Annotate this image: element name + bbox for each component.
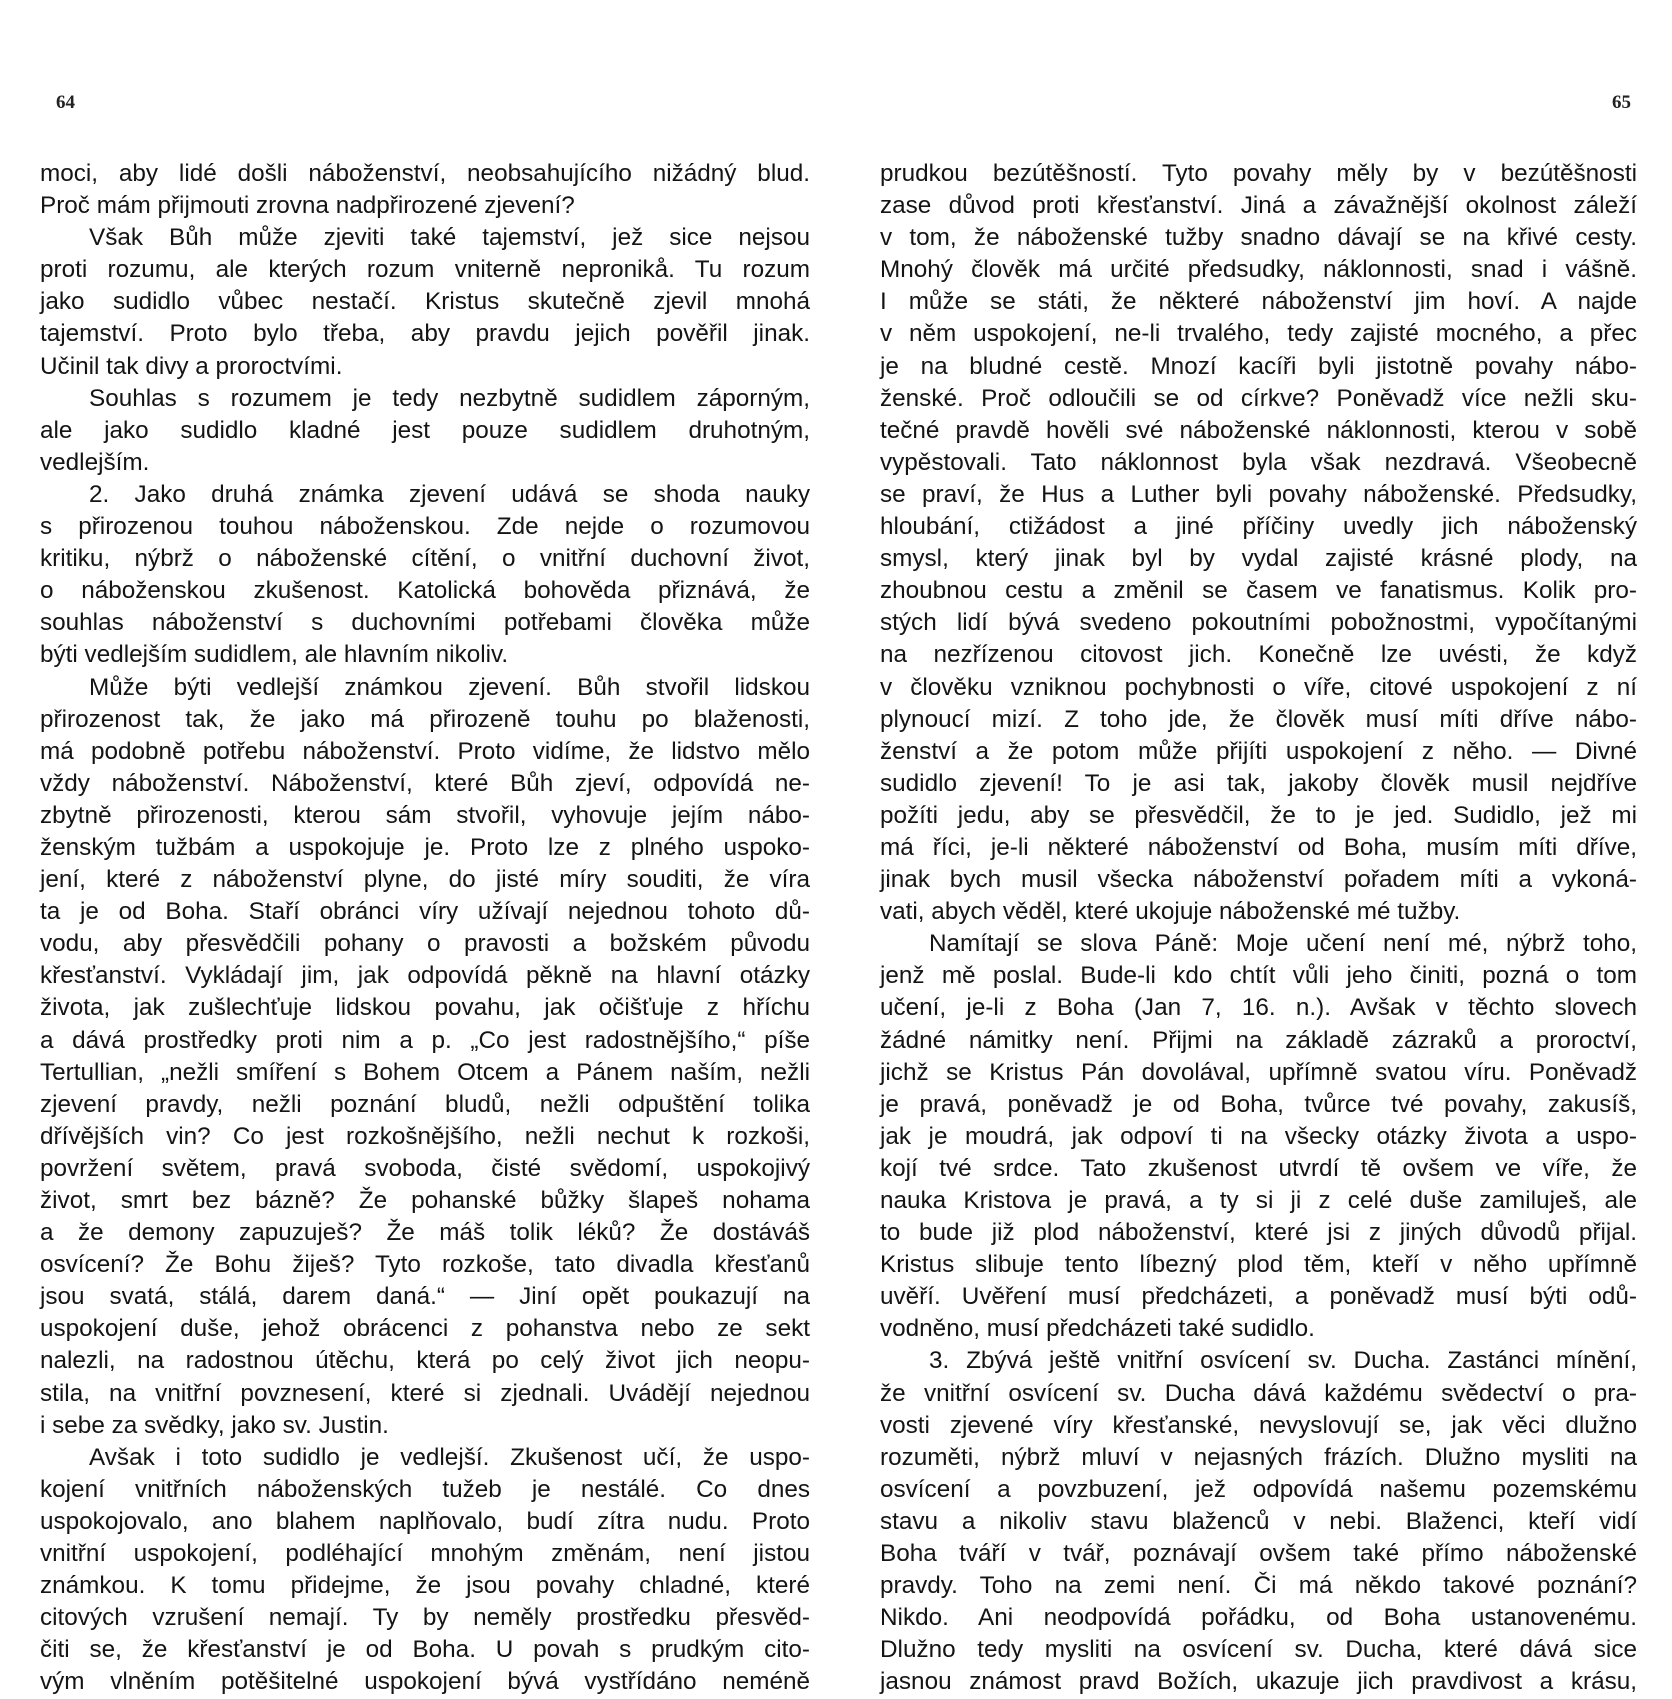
text-line: stých lidí bývá svedeno pokoutními pobožnostmi, vypočítanými: [880, 609, 1637, 637]
text-line: tajemství. Proto bylo třeba, aby pravdu jejich pověřil jinak.: [40, 320, 810, 348]
text-line: 3. Zbývá ještě vnitřní osvícení sv. Ducha. Zastánci mínění,: [929, 1347, 1637, 1375]
text-line: souhlas náboženství s duchovními potřebami člověka může: [40, 609, 810, 637]
text-line: Dlužno tedy mysliti na osvícení sv. Ducha, které dává sice: [880, 1636, 1637, 1664]
text-line: dřívějších vin? Co jest rozkošnějšího, nežli nechut k rozkoši,: [40, 1122, 810, 1150]
text-line: uvěří. Uvěření musí předcházeti, a poněvadž musí býti odů-: [880, 1283, 1637, 1311]
text-line: Může býti vedlejší známkou zjevení. Bůh stvořil lidskou: [89, 673, 810, 701]
text-line: ale jako sudidlo kladné jest pouze sudidlem druhotným,: [40, 416, 810, 444]
text-line: nalezli, na radostnou útěchu, která po celý život jich neopu-: [40, 1347, 810, 1375]
text-line: smysl, který jinak byl by vydal zajisté krásné plody, na: [880, 545, 1637, 573]
text-line: života, jak zušlechťuje lidskou povahu, jak očišťuje z hříchu: [40, 994, 810, 1022]
text-line: Souhlas s rozumem je tedy nezbytně sudidlem záporným,: [89, 384, 810, 412]
text-line: plynoucí mizí. Z toho jde, že člověk musí míti dříve nábo-: [880, 705, 1637, 733]
text-line: vedlejším.: [40, 448, 150, 476]
text-line: stila, na vnitřní povznesení, které si zjednali. Uvádějí nejednou: [40, 1379, 810, 1407]
text-line: osvícení a povzbuzení, jež odpovídá našemu pozemskému: [880, 1475, 1637, 1503]
text-line: uspokojení duše, jehož obrácenci z pohanstva nebo ze sekt: [40, 1315, 810, 1343]
text-line: o náboženskou zkušenost. Katolická bohověda přiznává, že: [40, 577, 810, 605]
text-line: ženským tužbám a uspokojuje je. Proto lze z plného uspoko-: [40, 833, 810, 861]
text-line: žádné námitky není. Přijmi na základě zázraků a proroctví,: [880, 1026, 1637, 1054]
text-line: se praví, že Hus a Luther byli povahy náboženské. Předsudky,: [880, 480, 1637, 508]
text-line: je na bludné cestě. Mnozí kacíři byli jistotně povahy nábo-: [880, 352, 1637, 380]
text-line: čiti se, že křesťanství je od Boha. U povah s prudkým cito-: [40, 1636, 810, 1664]
text-line: Boha tváří v tvář, poznávají ovšem také přímo náboženské: [880, 1540, 1637, 1568]
text-line: jako sudidlo vůbec nestačí. Kristus skutečně zjevil mnohá: [40, 288, 810, 316]
text-line: jichž se Kristus Pán dovolával, upřímně svatou víru. Poněvadž: [880, 1058, 1637, 1086]
text-line: ženské. Proč odloučili se od církve? Poněvadž více nežli sku-: [880, 384, 1637, 412]
text-line: v tom, že náboženské tužby snadno dávají se na křivé cesty.: [880, 224, 1637, 252]
text-line: že vnitřní osvícení sv. Ducha dává každému svědectví o pra-: [880, 1379, 1637, 1407]
text-line: stavu a nikoliv stavu blaženců v nebi. Blaženci, kteří vidí: [880, 1507, 1637, 1535]
text-line: jsou svatá, stálá, darem daná.“ — Jiní opět poukazují na: [40, 1283, 810, 1311]
text-line: jak je moudrá, jak odpoví ti na všecky otázky života a uspo-: [880, 1122, 1637, 1150]
text-line: prudkou bezútěšností. Tyto povahy měly by v bezútěšnosti: [880, 160, 1637, 187]
text-line: a dává prostředky proti nim a p. „Co jest radostnějšího,“ píše: [40, 1026, 810, 1054]
text-line: proti rozumu, ale kterých rozum vniterně nepronikå. Tu rozum: [40, 256, 810, 284]
page-number-right: 65: [1612, 92, 1631, 113]
text-line: zhoubnou cestu a změnil se časem ve fanatismus. Kolik pro-: [880, 577, 1637, 605]
text-line: to bude již plod náboženství, které jsi z jiných důvodů přijal.: [880, 1219, 1637, 1247]
text-line: učení, je-li z Boha (Jan 7, 16. n.). Avšak v těchto slovech: [880, 994, 1637, 1022]
text-line: ženství a že potom může přijíti uspokojení z něho. — Divné: [880, 737, 1637, 765]
text-line: býti vedlejším sudidlem, ale hlavním nikoliv.: [40, 641, 509, 669]
right-page: [880, 0, 1637, 1696]
text-line: život, smrt bez bázně? Že pohanské bůžky šlapeš nohama: [40, 1187, 810, 1214]
text-line: vypěstovali. Tato náklonnost byla však nezdravá. Všeobecně: [880, 448, 1637, 476]
text-line: zbytně přirozenosti, kterou sám stvořil, vyhovuje jejím nábo-: [40, 801, 810, 829]
page-number-left: 64: [56, 92, 75, 113]
text-line: v něm uspokojení, ne-li trvalého, tedy zajisté mocného, a přec: [880, 320, 1637, 348]
text-line: vždy náboženství. Náboženství, které Bůh zjeví, odpovídá ne-: [40, 769, 810, 797]
text-line: vým vlněním potěšitelné uspokojení bývá vystřídáno neméně: [40, 1668, 810, 1696]
text-line: Namítají se slova Páně: Moje učení není mé, nýbrž toho,: [929, 930, 1637, 958]
text-line: i sebe za svědky, jako sv. Justin.: [40, 1411, 389, 1439]
text-line: vodněno, musí předcházeti také sudidlo.: [880, 1315, 1315, 1343]
text-line: hloubání, ctižádost a jiné příčiny uvedly jich náboženský: [880, 513, 1637, 541]
text-line: křesťanství. Vykládají jim, jak odpovídá pěkně na hlavní otázky: [40, 962, 810, 990]
text-line: Proč mám přijmouti zrovna nadpřirozené zjevení?: [40, 192, 575, 220]
text-line: vati, abych věděl, které ukojuje náboženské mé tužby.: [880, 898, 1461, 926]
text-line: kojí tvé srdce. Tato zkušenost utvrdí tě ovšem ve víře, že: [880, 1154, 1637, 1182]
text-line: je pravá, poněvadž je od Boha, tvůrce tvé povahy, zakusíš,: [880, 1090, 1637, 1118]
text-line: moci, aby lidé došli náboženství, neobsahujícího nižádný blud.: [40, 160, 810, 187]
text-line: zjevení pravdy, nežli poznání bludů, nežli odpuštění tolika: [40, 1090, 810, 1118]
text-line: tečné pravdě hověli své náboženské náklonnosti, kterou v sobě: [880, 416, 1637, 444]
text-line: požíti jedu, aby se přesvědčil, že to je jed. Sudidlo, jež mi: [880, 801, 1637, 829]
text-line: a že demony zapuzuješ? Že máš tolik léků? Že dostáváš: [40, 1219, 810, 1247]
left-page: [40, 0, 810, 1696]
text-line: v člověku vzniknou pochybnosti o víře, citové uspokojení z ní: [880, 673, 1637, 701]
text-line: Však Bůh může zjeviti také tajemství, jež sice nejsou: [89, 224, 810, 252]
text-line: má říci, je-li některé náboženství od Boha, musím míti dříve,: [880, 833, 1637, 861]
text-line: 2. Jako druhá známka zjevení udává se shoda nauky: [89, 480, 810, 508]
text-line: vosti zjevené víry křesťanské, nevyslovují se, jak věci dlužno: [880, 1411, 1637, 1439]
text-line: nauka Kristova je pravá, a ty si ji z celé duše zamiluješ, ale: [880, 1187, 1637, 1214]
text-line: jinak bych musil všecka náboženství pořadem míti a vykoná-: [880, 866, 1637, 894]
text-line: I může se státi, že některé náboženství jim hoví. A najde: [880, 288, 1637, 316]
text-line: Kristus slibuje tento líbezný plod těm, kteří v něho upřímně: [880, 1251, 1637, 1279]
text-line: jasnou známost pravd Božích, ukazuje jich pravdivost a krásu,: [880, 1668, 1637, 1696]
text-line: jení, které z náboženství plyne, do jisté míry souditi, že víra: [40, 866, 810, 894]
text-line: rozuměti, nýbrž mluví v nejasných frázích. Dlužno mysliti na: [880, 1443, 1637, 1471]
text-line: Učinil tak divy a proroctvími.: [40, 352, 343, 380]
text-line: má podobně potřebu náboženství. Proto vidíme, že lidstvo mělo: [40, 737, 810, 765]
text-line: Nikdo. Ani neodpovídá pořádku, od Boha ustanovenému.: [880, 1604, 1637, 1632]
text-line: Avšak i toto sudidlo je vedlejší. Zkušenost učí, že uspo-: [89, 1443, 810, 1471]
text-line: vnitřní uspokojení, podléhající mnohým změnám, není jistou: [40, 1540, 810, 1568]
text-line: pravdy. Toho na zemi není. Či má někdo takové poznání?: [880, 1572, 1637, 1600]
text-line: s přirozenou touhou náboženskou. Zde nejde o rozumovou: [40, 513, 810, 541]
text-line: přirozenost tak, že jako má přirozeně touhu po blaženosti,: [40, 705, 810, 733]
text-line: uspokojovalo, ano blahem naplňovalo, budí zítra nudu. Proto: [40, 1507, 810, 1535]
text-line: známkou. K tomu přidejme, že jsou povahy chladné, které: [40, 1572, 810, 1600]
text-line: ta je od Boha. Staří obránci víry užívají nejednou tohoto dů-: [40, 898, 810, 926]
text-line: jenž mě poslal. Bude-li kdo chtít vůli jeho činiti, pozná o tom: [880, 962, 1637, 990]
text-line: kritiku, nýbrž o náboženské cítění, o vnitřní duchovní život,: [40, 545, 810, 573]
text-line: citových vzrušení nemají. Ty by neměly prostředku přesvěd-: [40, 1604, 810, 1632]
left-page-text: [40, 158, 810, 1699]
text-line: povržení světem, pravá svoboda, čisté svědomí, uspokojivý: [40, 1154, 810, 1182]
text-line: Tertullian, „nežli smíření s Bohem Otcem a Pánem naším, nežli: [40, 1058, 810, 1086]
text-line: sudidlo zjevení! To je asi tak, jakoby člověk musil nejdříve: [880, 769, 1637, 797]
text-line: kojení vnitřních náboženských tužeb je nestálé. Co dnes: [40, 1475, 810, 1503]
text-line: osvícení? Že Bohu žiješ? Tyto rozkoše, tato divadla křesťanů: [40, 1251, 810, 1279]
text-line: na nezřízenou citovost jich. Konečně lze uvésti, že když: [880, 641, 1637, 669]
text-line: zase důvod proti křesťanství. Jiná a závažnější okolnost záleží: [880, 192, 1637, 220]
right-page-text: [880, 158, 1637, 1699]
text-line: Mnohý člověk má určité předsudky, náklonnosti, snad i vášně.: [880, 256, 1637, 284]
text-line: vodu, aby přesvědčili pohany o pravosti a božském původu: [40, 930, 810, 958]
